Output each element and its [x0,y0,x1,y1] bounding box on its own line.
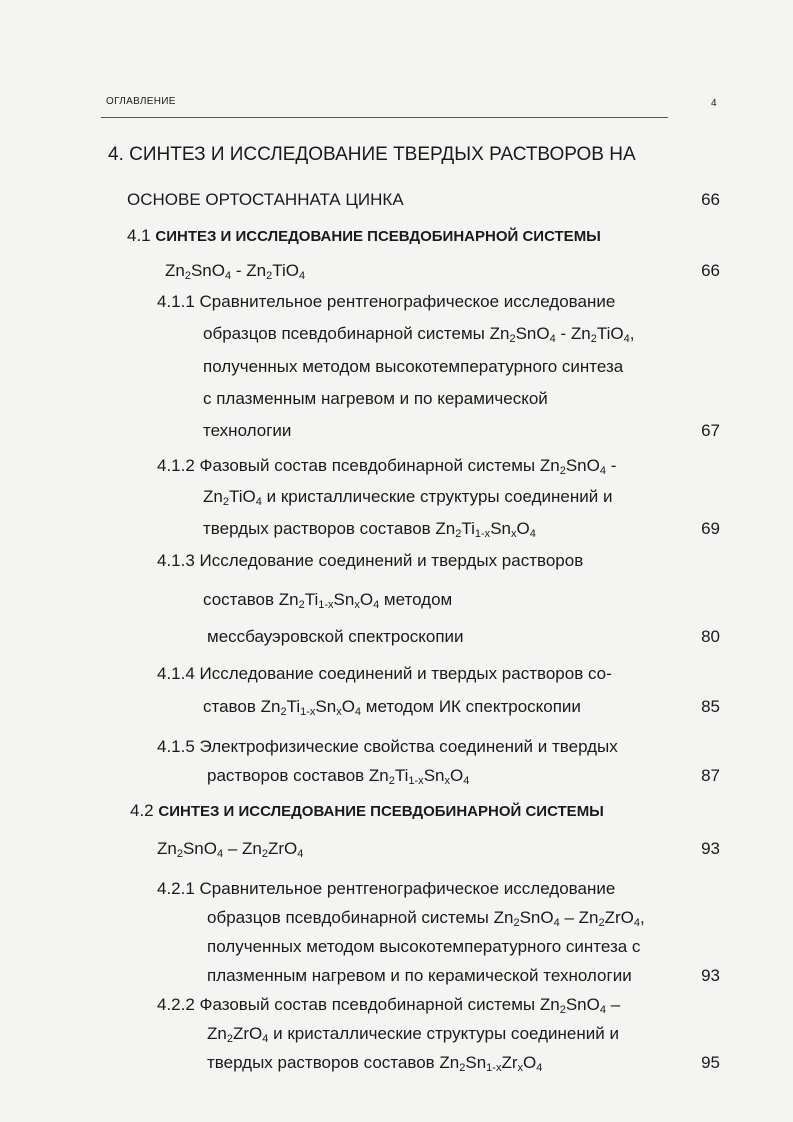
toc-subsection-title: 4.1.2 Фазовый состав псевдобинарной системы $Zn_2SnO_4$ - [157,456,617,477]
toc-page-ref: 80 [701,627,720,646]
toc-subsection-line: технологии [203,421,292,440]
toc-section-title: СИНТЕЗ И ИССЛЕДОВАНИЕ ПСЕВДОБИНАРНОЙ СИСТЕМЫ [155,228,601,245]
toc-subsection-title: 4.1.4 Исследование соединений и твердых растворов со- [157,664,612,683]
toc-formula-system: $Zn_2SnO_4 - Zn_2TiO_4$ [165,261,306,282]
toc-subsection-line: твердых растворов составов $Zn_2Ti_{1-x}Sn_xO_4$ [203,519,536,540]
toc-subsection-line: с плазменным нагревом и по керамической [203,389,548,408]
toc-page-ref: 93 [701,966,720,985]
toc-subsection-line: плазменным нагревом и по керамической технологии [207,966,632,985]
toc-page-ref: 66 [701,261,720,280]
toc-subsection-line: растворов составов $Zn_2Ti_{1-x}Sn_xO_4$ [207,766,470,787]
toc-page-ref: 95 [701,1053,720,1072]
toc-page-ref: 67 [701,421,720,440]
toc-chapter-title: 4. СИНТЕЗ И ИССЛЕДОВАНИЕ ТВЕРДЫХ РАСТВОРОВ НА [108,144,636,165]
toc-page-ref: 66 [701,190,720,209]
toc-section-number: 4.1 [127,226,151,245]
toc-chapter-title-cont: ОСНОВЕ ОРТОСТАННАТА ЦИНКА [127,190,404,209]
toc-page-ref: 85 [701,697,720,716]
toc-section-heading [130,801,604,822]
toc-subsection-line: полученных методом высокотемпературного синтеза с [207,937,641,956]
toc-section-number: 4.2 [130,801,154,820]
toc-subsection-line: образцов псевдобинарной системы $Zn_2SnO_4 - Zn_2ZrO_4$, [207,908,645,929]
toc-subsection-title: 4.2.1 Сравнительное рентгенографическое исследование [157,879,616,898]
header-rule [101,117,668,118]
header-title: ОГЛАВЛЕНИЕ [106,96,176,107]
toc-section-heading [127,226,601,247]
toc-subsection-line: $Zn_2TiO_4$ и кристаллические структуры соединений и [203,487,613,508]
toc-subsection-line: составов $Zn_2Ti_{1-x}Sn_xO_4$ методом [203,590,453,611]
toc-subsection-line: образцов псевдобинарной системы $Zn_2SnO_4 - Zn_2TiO_4$, [203,324,635,345]
toc-subsection-title: 4.1.1 Сравнительное рентгенографическое исследование [157,292,616,311]
toc-page-ref: 69 [701,519,720,538]
toc-subsection-title: 4.1.5 Электрофизические свойства соединений и твердых [157,737,618,756]
toc-page-ref: 87 [701,766,720,785]
toc-subsection-title: 4.1.3 Исследование соединений и твердых растворов [157,551,584,570]
toc-subsection-line: твердых растворов составов $Zn_2Sn_{1-x}Zr_xO_4$ [207,1053,543,1074]
toc-subsection-title: 4.2.2 Фазовый состав псевдобинарной системы $Zn_2SnO_4$ – [157,995,621,1016]
header-page-number: 4 [711,98,717,109]
toc-section-title: СИНТЕЗ И ИССЛЕДОВАНИЕ ПСЕВДОБИНАРНОЙ СИСТЕМЫ [158,803,604,820]
toc-subsection-line: мессбауэровской спектроскопии [207,627,464,646]
toc-subsection-line: $Zn_2ZrO_4$ и кристаллические структуры соединений и [207,1024,619,1045]
toc-subsection-line: полученных методом высокотемпературного синтеза [203,357,624,376]
toc-formula-system: $Zn_2SnO_4 - Zn_2ZrO_4$ [157,839,304,860]
toc-page-ref: 93 [701,839,720,858]
toc-subsection-line: ставов $Zn_2Ti_{1-x}Sn_xO_4$ методом ИК спектроскопии [203,697,581,718]
